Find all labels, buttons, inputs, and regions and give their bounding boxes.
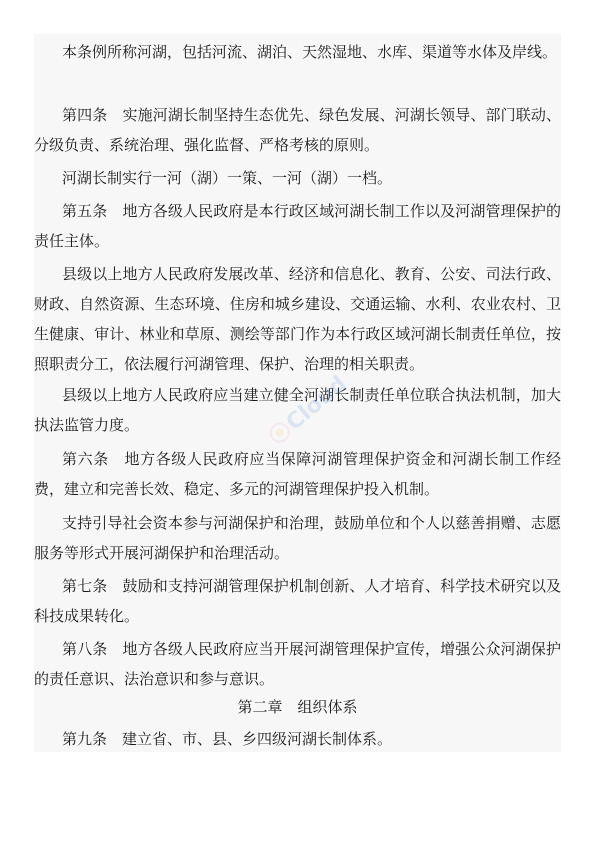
paragraph-article-9: 第九条 建立省、市、县、乡四级河湖长制体系。 (62, 730, 393, 748)
paragraph-social-capital: 支持引导社会资本参与河湖保护和治理，鼓励单位和个人以慈善捐赠、志愿服务等形式开展河湖保护和治理活动。 (34, 514, 561, 562)
paragraph-article-5: 第五条 地方各级人民政府是本行政区域河湖长制工作以及河湖管理保护的责任主体。 (34, 202, 561, 250)
paragraph-article-6: 第六条 地方各级人民政府应当保障河湖管理保护资金和河湖长制工作经费，建立和完善长效、稳定、多元的河湖管理保护投入机制。 (34, 450, 561, 498)
paragraph-article-8: 第八条 地方各级人民政府应当开展河湖管理保护宣传，增强公众河湖保护的责任意识、法治意识和参与意识。 (34, 640, 561, 688)
paragraph-responsible-units: 县级以上地方人民政府发展改革、经济和信息化、教育、公安、司法行政、财政、自然资源、生态环境、住房和城乡建设、交通运输、水利、农业农村、卫生健康、审计、林业和草原、测绘等部门作为本行政区域河湖长制责任单位，按照职责分工，依法履行河湖管理、保护、治理的相关职责。 (34, 265, 561, 373)
paragraph-article-7: 第七条 鼓励和支持河湖管理保护机制创新、人才培育、科学技术研究以及科技成果转化。 (34, 577, 561, 625)
paragraph-one-river-policy: 河湖长制实行一河（湖）一策、一河（湖）一档。 (62, 169, 393, 187)
document-page (34, 34, 561, 752)
paragraph-article-4: 第四条 实施河湖长制坚持生态优先、绿色发展、河湖长领导、部门联动、分级负责、系统治理、强化监督、严格考核的原则。 (34, 106, 561, 154)
paragraph-joint-enforcement: 县级以上地方人民政府应当建立健全河湖长制责任单位联合执法机制，加大执法监管力度。 (34, 386, 561, 434)
chapter-heading: 第二章 组织体系 (237, 698, 358, 716)
paragraph-scope: 本条例所称河湖，包括河流、湖泊、天然湿地、水库、渠道等水体及岸线。 (62, 43, 558, 61)
